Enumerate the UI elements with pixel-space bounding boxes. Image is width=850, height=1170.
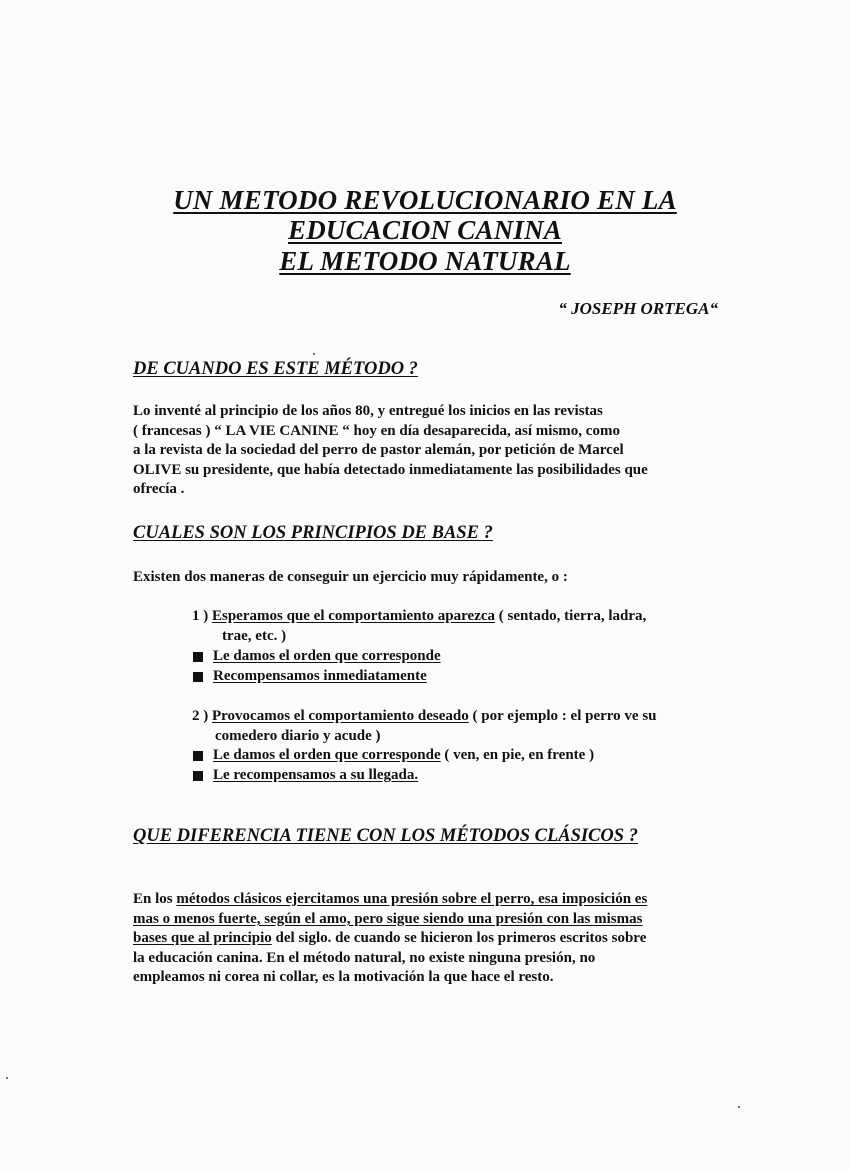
- case-2-number: 2 ): [192, 708, 209, 724]
- case-2-bullet-2: [213, 766, 418, 786]
- bullet-square-icon: [193, 672, 203, 682]
- section-3-paragraph: [133, 890, 733, 988]
- scan-speck: [313, 353, 315, 355]
- paragraph-line: la educación canina. En el método natural, no existe ninguna presión, no: [133, 949, 596, 966]
- section-3-heading: QUE DIFERENCIA TIENE CON LOS MÉTODOS CLÁSICOS ?: [133, 826, 638, 846]
- bullet-text: Le damos el orden que corresponde: [213, 648, 441, 664]
- title-line-1: UN METODO REVOLUCIONARIO EN LA: [173, 185, 677, 215]
- bullet-square-icon: [193, 771, 203, 781]
- bullet-rest: ( ven, en pie, en frente ): [440, 747, 595, 763]
- scan-speck: [6, 1077, 8, 1079]
- text-run-underlined: métodos clásicos ejercitamos una presión sobre el perro, esa imposición es: [176, 891, 648, 907]
- case-2-rest: ( por ejemplo : el perro ve su: [468, 708, 657, 724]
- paragraph-line: empleamos ni corea ni collar, es la motivación la que hace el resto.: [133, 969, 554, 986]
- scan-speck: [738, 1106, 740, 1108]
- section-2-heading: CUALES SON LOS PRINCIPIOS DE BASE ?: [133, 523, 493, 543]
- bullet-text: Le damos el orden que corresponde: [213, 747, 441, 763]
- case-1-bullet-2: [213, 667, 427, 687]
- paragraph-line: [133, 890, 733, 910]
- section-1-heading: DE CUANDO ES ESTE MÉTODO ?: [133, 359, 418, 379]
- case-1-continuation: trae, etc. ): [222, 628, 287, 644]
- author: “ JOSEPH ORTEGA“: [558, 299, 718, 318]
- text-run-underlined: bases que al principio: [133, 930, 272, 947]
- section-1-paragraph: [133, 402, 723, 500]
- case-2-line: [192, 707, 657, 727]
- title-line-2: EDUCACION CANINA: [287, 215, 563, 245]
- case-1-title: Esperamos que el comportamiento aparezca: [212, 608, 496, 624]
- paragraph-line: ( francesas ) “ LA VIE CANINE “ hoy en día desaparecida, así mismo, como: [133, 422, 620, 439]
- paragraph-line: OLIVE su presidente, que había detectado inmediatamente las posibilidades que: [133, 461, 648, 478]
- text-run: del siglo. de cuando se hicieron los primeros escritos sobre: [271, 930, 647, 947]
- paragraph-line: Lo inventé al principio de los años 80, y entregué los inicios en las revistas: [133, 403, 603, 419]
- paragraph-line: mas o menos fuerte, según el amo, pero sigue siendo una presión con las mismas: [133, 910, 643, 927]
- title-line-3: EL METODO NATURAL: [279, 246, 571, 276]
- case-1-rest: ( sentado, tierra, ladra,: [495, 608, 647, 624]
- paragraph-line: a la revista de la sociedad del perro de pastor alemán, por petición de Marcel: [133, 442, 624, 459]
- bullet-square-icon: [193, 652, 203, 662]
- bullet-text: Recompensamos inmediatamente: [213, 668, 427, 684]
- bullet-square-icon: [193, 751, 203, 761]
- case-2-continuation: comedero diario y acude ): [215, 728, 381, 744]
- paragraph-line: [133, 929, 733, 949]
- case-2-title: Provocamos el comportamiento deseado: [212, 708, 469, 724]
- section-2-intro: Existen dos maneras de conseguir un ejercicio muy rápidamente, o :: [133, 569, 568, 585]
- bullet-text: Le recompensamos a su llegada.: [213, 767, 419, 783]
- text-run: En los: [133, 891, 177, 907]
- case-1-line: [192, 607, 646, 627]
- case-1-number: 1 ): [192, 608, 209, 624]
- case-2-bullet-1: [213, 746, 594, 766]
- paragraph-line: ofrecía .: [133, 481, 185, 498]
- case-1-bullet-1: [213, 647, 441, 667]
